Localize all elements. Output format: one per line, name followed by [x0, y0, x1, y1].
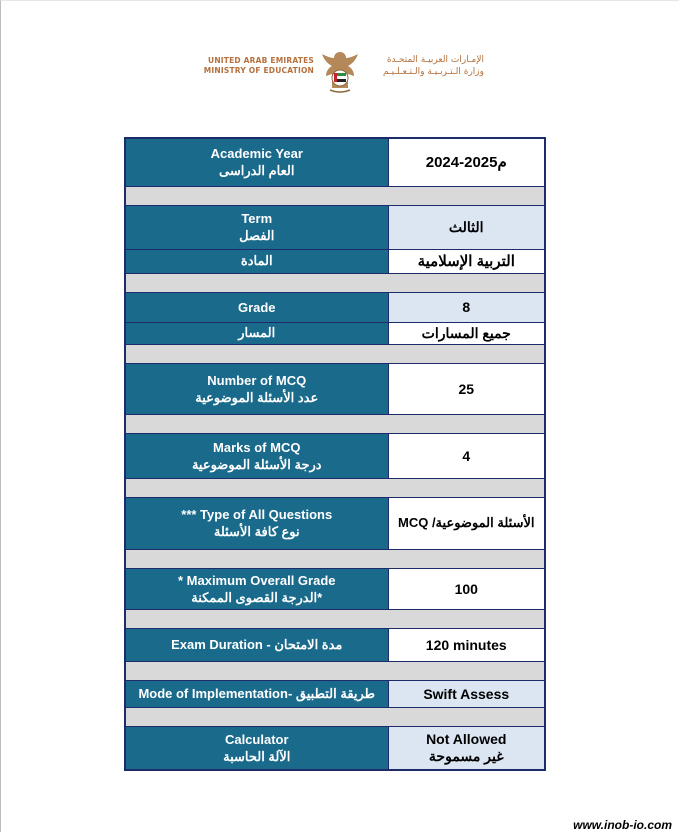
- term-label-en: Term: [241, 211, 273, 226]
- separator-row: [125, 549, 545, 568]
- academic-year-label: [125, 138, 388, 186]
- row-mcq-marks: [125, 433, 545, 478]
- track-value: جميع المسارات: [388, 322, 545, 344]
- uae-emblem-icon: [318, 48, 362, 96]
- row-term: [125, 205, 545, 249]
- academic-year-label-ar: العام الدراسى: [219, 163, 295, 179]
- term-label-ar: الفصل: [239, 228, 275, 243]
- ministry-name-en: [196, 56, 314, 76]
- footer-website: www.inob-io.com: [573, 818, 672, 832]
- max-grade-label-ar: *الدرجة القصوى الممكنة: [191, 589, 323, 605]
- mode-value: Swift Assess: [388, 680, 545, 707]
- grade-value: 8: [388, 292, 545, 322]
- separator-row: [125, 344, 545, 363]
- mcq-count-label: [125, 363, 388, 414]
- question-type-label-en: *** Type of All Questions: [181, 507, 333, 522]
- academic-year-label-en: Academic Year: [210, 146, 303, 162]
- separator-row: [125, 478, 545, 497]
- separator-row: [125, 609, 545, 628]
- question-type-label: [125, 497, 388, 549]
- row-question-type: [125, 497, 545, 549]
- row-duration: [125, 628, 545, 661]
- term-label: [125, 205, 388, 249]
- row-subject: [125, 249, 545, 273]
- calculator-label-ar: الآلة الحاسبة: [223, 748, 291, 764]
- row-grade: [125, 292, 545, 322]
- term-value: الثالث: [388, 205, 545, 249]
- mcq-marks-label-en: Marks of MCQ: [213, 439, 301, 455]
- calculator-value-en: Not Allowed: [426, 730, 507, 747]
- separator-row: [125, 414, 545, 433]
- calculator-value: [388, 726, 545, 770]
- track-label: المسار: [125, 322, 388, 344]
- ministry-header: [0, 40, 679, 100]
- calculator-label-en: Calculator: [224, 731, 289, 747]
- grade-label: Grade: [125, 292, 388, 322]
- ministry-name-ar-line1: الإمـارات العربيـة المتحـدة: [386, 55, 484, 65]
- ministry-name-ar-line2: وزارة الـتـربـيـة والـتـعـلـيـم: [382, 67, 484, 77]
- row-max-grade: [125, 568, 545, 609]
- max-grade-label-en: * Maximum Overall Grade: [177, 572, 336, 588]
- mcq-count-value: 25: [388, 363, 545, 414]
- separator-row: [125, 273, 545, 292]
- ministry-name-en-line2: MINISTRY OF EDUCATION: [203, 66, 314, 75]
- row-academic-year: [125, 138, 545, 186]
- mcq-marks-value: 4: [388, 433, 545, 478]
- row-mcq-count: [125, 363, 545, 414]
- row-calculator: [125, 726, 545, 770]
- academic-year-value: 2024-2025م: [388, 138, 545, 186]
- calculator-label: [125, 726, 388, 770]
- ministry-name-en-line1: UNITED ARAB EMIRATES: [208, 56, 314, 65]
- mcq-marks-label-ar: درجة الأسئلة الموضوعية: [191, 456, 322, 472]
- ministry-name-ar: [364, 54, 484, 78]
- row-mode: [125, 680, 545, 707]
- question-type-label-ar: نوع كافة الأسئلة: [213, 524, 300, 539]
- mode-label: Mode of Implementation- طريقة التطبيق: [125, 680, 388, 707]
- row-track: [125, 322, 545, 344]
- subject-label: المادة: [125, 249, 388, 273]
- separator-row: [125, 661, 545, 680]
- subject-value: التربية الإسلامية: [388, 249, 545, 273]
- separator-row: [125, 707, 545, 726]
- duration-label: Exam Duration - مدة الامتحان: [125, 628, 388, 661]
- max-grade-label: [125, 568, 388, 609]
- calculator-value-ar: غير مسموحة: [428, 747, 504, 764]
- mcq-count-label-en: Number of MCQ: [207, 372, 307, 388]
- separator-row: [125, 186, 545, 205]
- max-grade-value: 100: [388, 568, 545, 609]
- mcq-marks-label: [125, 433, 388, 478]
- duration-value: 120 minutes: [388, 628, 545, 661]
- mcq-count-label-ar: عدد الأسئلة الموضوعية: [195, 389, 319, 405]
- question-type-value: الأسئلة الموضوعية/ MCQ: [388, 497, 545, 549]
- exam-spec-table: [124, 137, 546, 771]
